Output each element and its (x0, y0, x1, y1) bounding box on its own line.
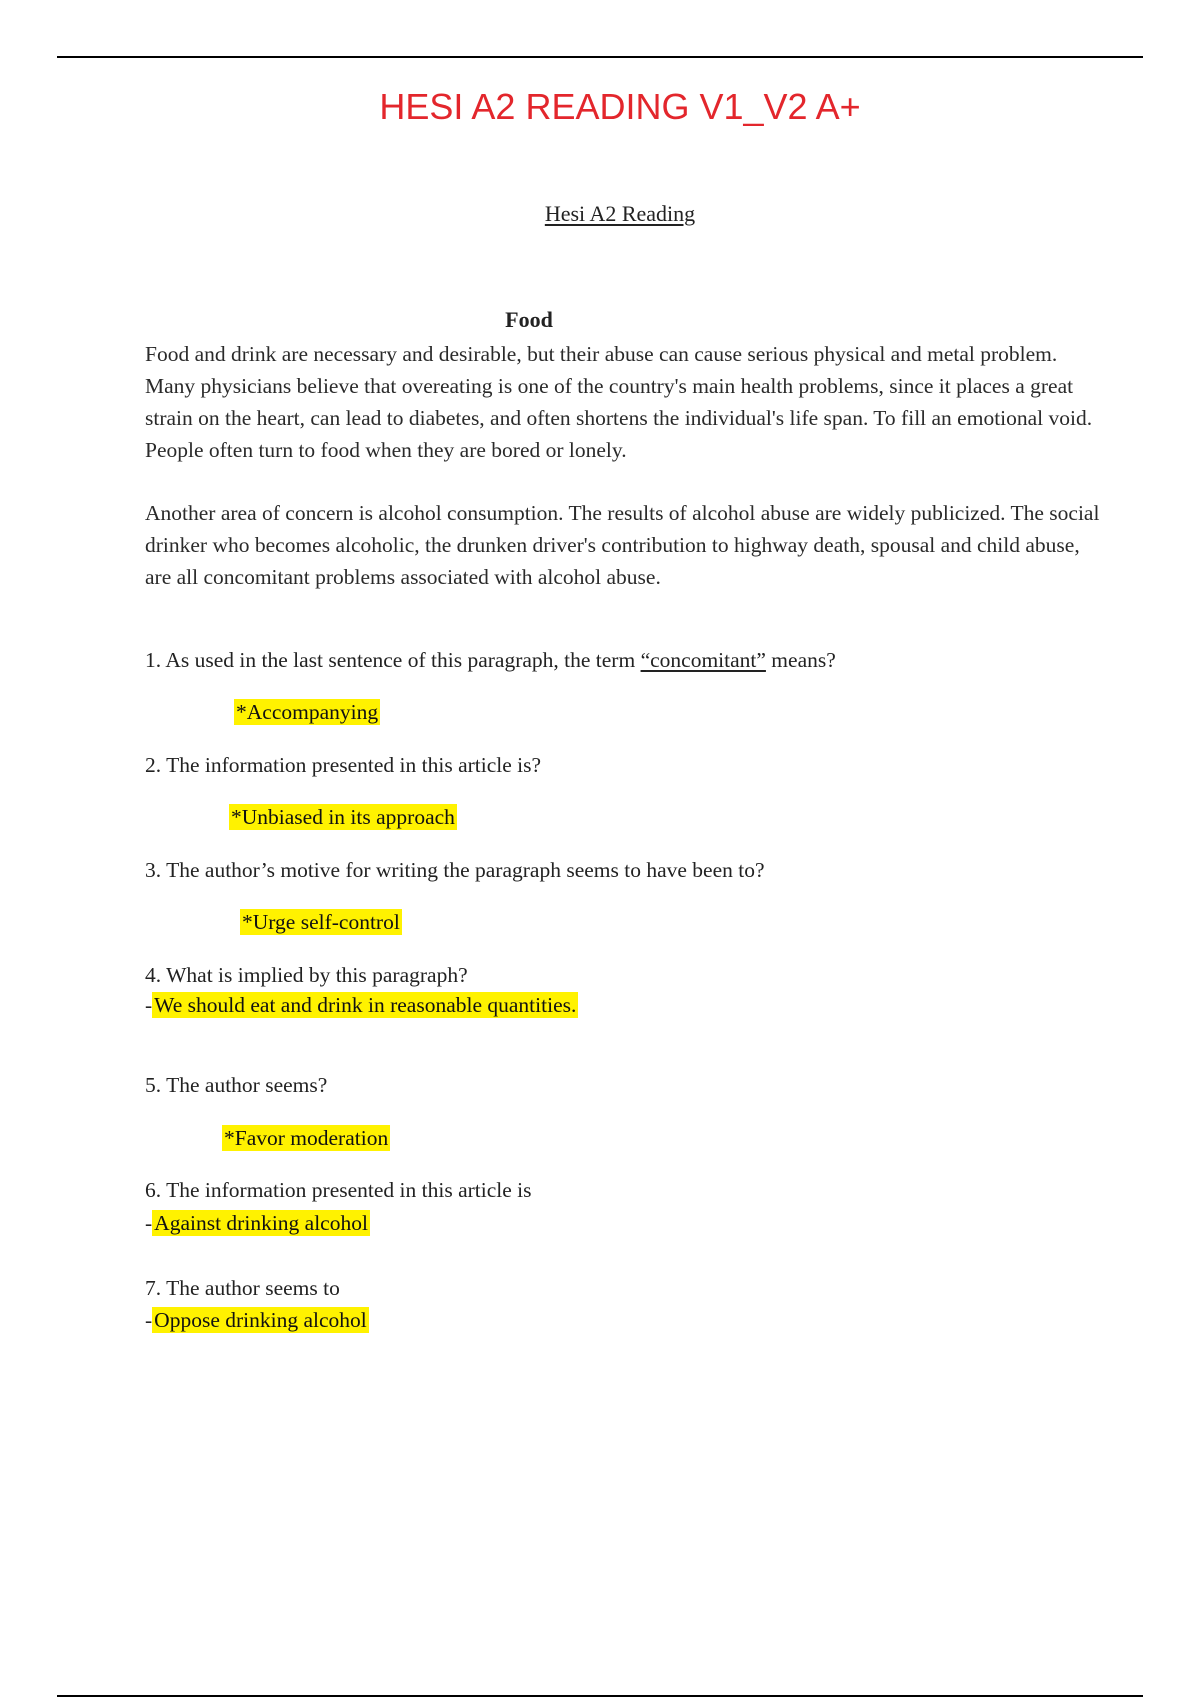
passage-paragraph-1: Food and drink are necessary and desirable, but their abuse can cause serious physical and metal problem. Many physicians believe that overeating is one of the country's main health problems, since it places a great strain on the heart, can lead to diabetes, and often shortens the individual's life span. To fill an emotional void. People often turn to food when they are bored or lonely. (145, 342, 1093, 462)
answer-6-dash: - (145, 1211, 153, 1235)
answer-1-highlight: *Accompanying (236, 700, 379, 724)
answer-3 (240, 910, 402, 935)
answer-2-highlight: *Unbiased in its approach (231, 805, 455, 829)
answer-4-highlight: We should eat and drink in reasonable quantities. (154, 993, 577, 1017)
question-1-suffix: means? (765, 648, 836, 672)
answer-4-dash: - (145, 993, 153, 1017)
section-heading: Food (505, 307, 553, 332)
answer-1 (234, 700, 380, 725)
answer-4 (145, 993, 578, 1018)
answer-6-highlight: Against drinking alcohol (154, 1211, 368, 1235)
question-2: 2. The information presented in this article is? (145, 753, 542, 777)
question-3: 3. The author’s motive for writing the paragraph seems to have been to? (145, 858, 765, 882)
top-rule (57, 56, 1143, 58)
question-4: 4. What is implied by this paragraph? (145, 963, 468, 987)
question-6: 6. The information presented in this article is (145, 1178, 532, 1202)
answer-7 (145, 1308, 369, 1333)
answer-6 (145, 1211, 370, 1236)
document-subtitle: Hesi A2 Reading (544, 201, 696, 226)
question-1-term: “concomitant” (640, 648, 766, 672)
question-1 (145, 648, 836, 673)
answer-5-highlight: *Favor moderation (224, 1126, 389, 1150)
bottom-rule (57, 1695, 1143, 1697)
answer-5 (222, 1126, 390, 1151)
document-title: HESI A2 READING V1_V2 A+ (379, 86, 861, 127)
question-7: 7. The author seems to (145, 1276, 340, 1300)
answer-7-dash: - (145, 1308, 153, 1332)
answer-7-highlight: Oppose drinking alcohol (154, 1308, 367, 1332)
passage-paragraph-2: Another area of concern is alcohol consumption. The results of alcohol abuse are widely publicized. The social drinker who becomes alcoholic, the drunken driver's contribution to highway death, spousal and child abuse, are all concomitant problems associated with alcohol abuse. (145, 501, 1100, 589)
answer-3-highlight: *Urge self-control (242, 910, 400, 934)
question-1-prefix: 1. As used in the last sentence of this paragraph, the term (145, 648, 641, 672)
answer-2 (229, 805, 457, 830)
question-5: 5. The author seems? (145, 1073, 328, 1097)
